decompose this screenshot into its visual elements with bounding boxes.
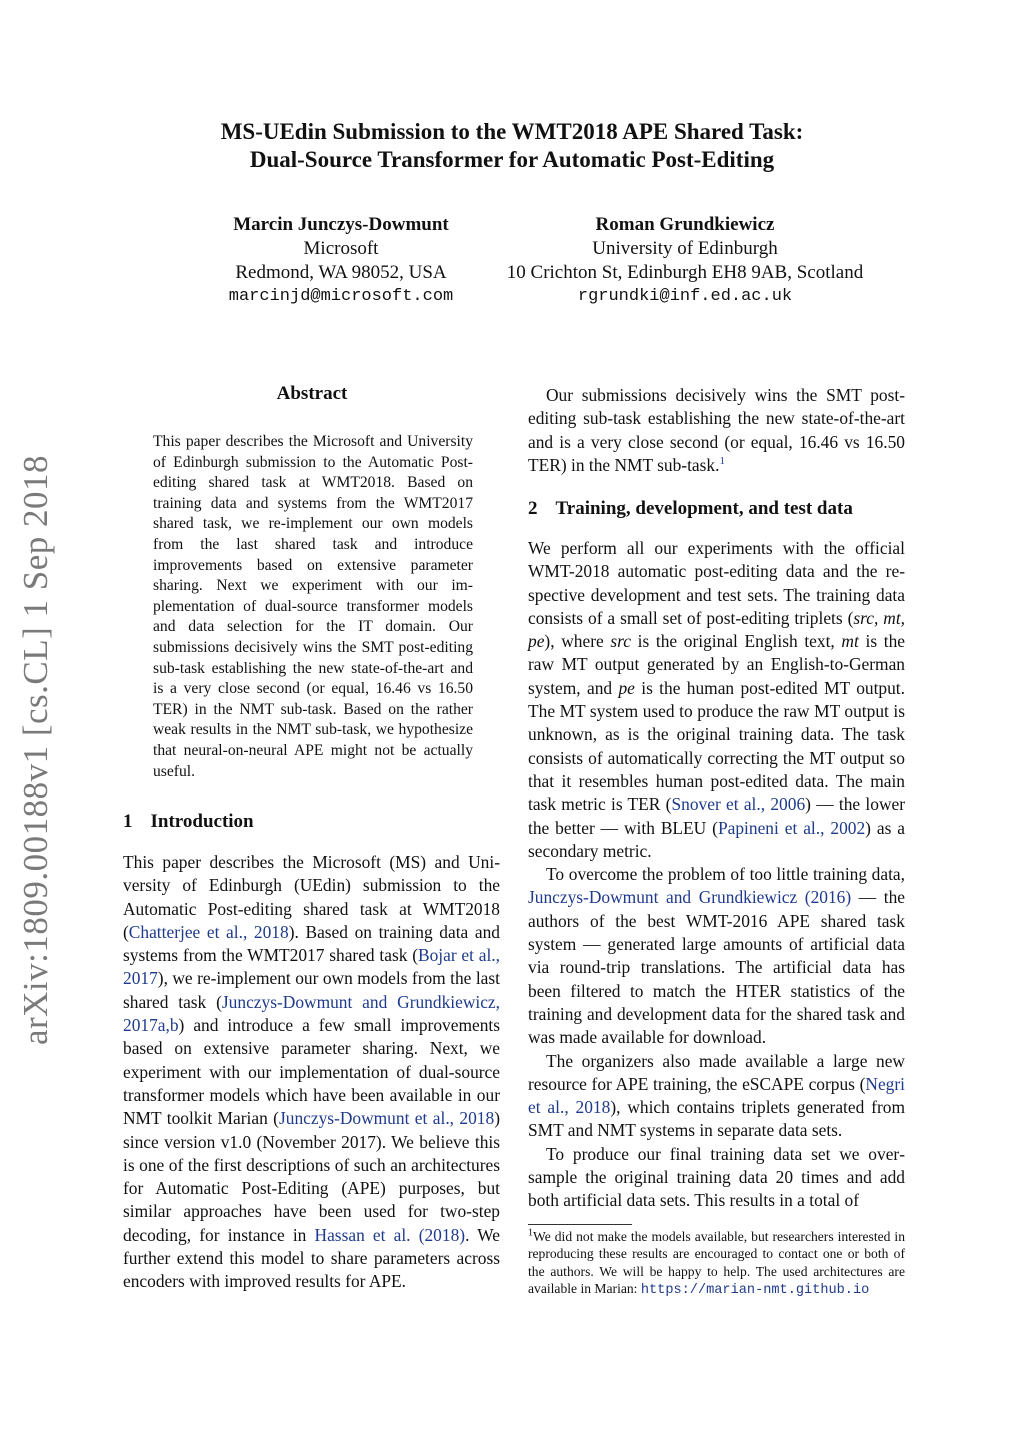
author-affiliation: University of Edinburgh [592,238,778,259]
section-number: 2 [528,498,538,519]
text-run: ) since version v1.0 (November 2017). We believe this is one of the first descriptions of such an architectures for Automatic Post-Editing (APE) purposes, but similar approaches have been used for two-step decoding, for instance in [123,1108,500,1245]
abstract-heading: Abstract [276,383,348,404]
math-mt: mt [841,631,859,652]
author-name: Marcin Junczys-Dowmunt [233,214,449,235]
arxiv-stamp [6,454,66,1046]
section-2-paragraph [528,537,905,863]
text-run: is the human post-edited MT output. The MT system used to produce the raw MT output is unknown, as is the original training data. The task consists of automatically correcting the MT output so that it resembles human post-edited data. The main task metric is TER ( [528,677,905,815]
author-email[interactable]: rgrundki@inf.ed.ac.uk [577,287,793,306]
text-run: ). Based on training data and systems from the WMT2017 shared task ( [123,921,501,966]
text-run: To overcome the problem of too little training data, [546,864,905,885]
text-run: is the raw MT output generated by an English-to-German system, and [528,631,905,698]
text-run: This paper describes the Microsoft (MS) and University of Edinburgh (UEdin) submission to the Automatic Post-editing shared task at WMT2018 ( [123,852,500,942]
citation-link[interactable]: Junczys-Dowmunt et al., 2018 [278,1108,495,1129]
section-number: 1 [123,811,133,832]
footnote-text: We did not make the models available, but researchers interested in reproducing these results are encouraged to contact one or both of the authors. We will be happy to help. The used architectures are available in Marian: [528,1229,905,1296]
intro-paragraph [528,384,905,477]
citation-link[interactable]: Junczys-Dowmunt and Grundkiewicz, 2017a,b [123,991,500,1036]
section-2-paragraph: To produce our final training data set we oversample the original training data 20 times and add both artificial data sets. This results in a total of [528,1143,905,1211]
citation-link[interactable]: Bojar et al., 2017 [123,945,500,989]
footnote-number: 1 [528,1227,533,1239]
text-run: — the authors of the best WMT-2016 APE shared task system — generated large amounts of artificial data via round-trip translations. The artificial data has been filtered to match the HTER statistics of the training and development data for the shared task and was made available for download. [528,887,905,1048]
text-run: We perform all our experiments with the official WMT-2018 automatic post-editing data and the respective development and test sets. The training data consists of a small set of post-editing triplets ( [528,538,905,628]
footnote-mark[interactable]: 1 [719,455,725,468]
citation-link[interactable]: Snover et al., 2006 [671,794,806,815]
text-run: The organizers also made available a large new resource for APE training, the eSCAPE corpus ( [528,1050,905,1094]
text-run: Our submissions decisively wins the SMT post-editing sub-task establishing the new state-of-the-art and is a very close second (or equal, 16.46 vs 16.50 TER) in the NMT sub-task. [528,385,905,475]
author-block-2 [480,213,890,309]
author-block-1 [168,213,514,309]
citation-link[interactable]: Papineni et al., 2002 [717,817,866,838]
math-src: src [610,631,631,652]
section-title: Introduction [150,811,254,832]
text-run: is the original English text, [630,631,842,652]
section-2-paragraph [528,1050,905,1143]
introduction-body [123,851,500,1294]
section-2-heading [528,498,853,520]
math-triplet: src, mt, pe [528,607,905,652]
footnote-divider [528,1224,632,1225]
citation-link[interactable]: Junczys-Dowmunt and Grundkiewicz (2016) [528,887,852,908]
footnote-url-link[interactable]: https://marian-nmt.github.io [640,1282,870,1298]
text-run: . We further extend this model to share parameters across encoders with improved results for APE. [123,1224,500,1292]
intro-paragraph [123,851,500,1294]
author-name: Roman Grundkiewicz [595,214,775,235]
text-run: ) as a secondary metric. [528,817,905,861]
title-line-1: MS-UEdin Submission to the WMT2018 APE Shared Task: [220,119,804,144]
text-run: ) and introduce a few small improvements based on extensive parameter sharing. Next, we experiment with our implementation of dual-source transformer models which have been available in our NMT toolkit Marian ( [123,1015,500,1129]
arxiv-stamp-text: arXiv:1809.00188v1 [cs.CL] 1 Sep 2018 [16,454,55,1046]
author-affiliation: Microsoft [303,238,379,259]
section-title: Training, development, and test data [555,498,853,519]
author-email[interactable]: marcinjd@microsoft.com [228,287,454,306]
citation-link[interactable]: Negri et al., 2018 [528,1073,905,1118]
title-line-2: Dual-Source Transformer for Automatic Post-Editing [249,147,775,172]
paper-title [0,118,1024,174]
text-run: ) — the lower the better — with BLEU ( [528,794,906,838]
section-1-heading [123,811,254,833]
abstract-text: This paper describes the Microsoft and University of Edinburgh submission to the Automatic Post-editing shared task at WMT2018. Based on training data and systems from the WMT2017 shared task, we re-implement our own models from the last shared task and introduce improvements based on extensive parameter sharing. Next we experiment with our implementation of dual-source transformer models and data selection for the IT domain. Our submissions decisively wins the SMT post-editing sub-task establishing the new state-of-the-art and is a very close second (or equal, 16.46 vs 16.50 TER) in the NMT sub-task. Based on the rather weak results in the NMT sub-task, we hypothesize that neural-on-neural APE might not be actually useful. [153,433,473,780]
author-address: Redmond, WA 98052, USA [235,262,447,283]
citation-link[interactable]: Hassan et al. (2018) [314,1224,466,1245]
text-run: ), which contains triplets generated from SMT and NMT systems in separate data sets. [528,1097,905,1141]
author-address: 10 Crichton St, Edinburgh EH8 9AB, Scotland [506,262,864,283]
section-2-body [528,537,905,1213]
math-pe: pe [618,677,635,698]
text-run: ), where [544,631,611,652]
section-2-paragraph [528,863,905,1049]
footnote [528,1228,905,1299]
citation-link[interactable]: Chatterjee et al., 2018 [128,921,289,942]
text-run: ), we re-implement our own models from the last shared task ( [123,968,500,1012]
intro-continuation [528,384,905,477]
